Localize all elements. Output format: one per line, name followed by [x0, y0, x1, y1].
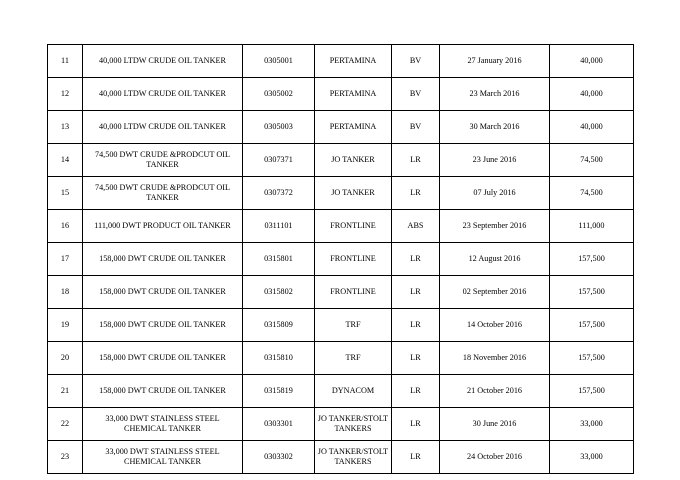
cell-dwt: 40,000 — [550, 45, 634, 78]
vessel-table-container — [47, 44, 633, 474]
cell-dwt: 157,500 — [550, 276, 634, 309]
table-row — [48, 243, 634, 276]
cell-no: 21 — [48, 375, 83, 408]
cell-no: 11 — [48, 45, 83, 78]
cell-hull-no: 0305001 — [243, 45, 315, 78]
cell-owner: TRF — [315, 309, 392, 342]
cell-delivery-date: 07 July 2016 — [440, 177, 550, 210]
cell-class: BV — [392, 45, 440, 78]
cell-hull-no: 0315810 — [243, 342, 315, 375]
cell-description: 158,000 DWT CRUDE OIL TANKER — [83, 276, 243, 309]
cell-dwt: 111,000 — [550, 210, 634, 243]
cell-no: 12 — [48, 78, 83, 111]
cell-owner: JO TANKER/STOLT TANKERS — [315, 408, 392, 441]
cell-no: 14 — [48, 144, 83, 177]
cell-no: 16 — [48, 210, 83, 243]
cell-hull-no: 0303301 — [243, 408, 315, 441]
vessel-table — [47, 44, 634, 474]
cell-delivery-date: 27 January 2016 — [440, 45, 550, 78]
cell-description: 40,000 LTDW CRUDE OIL TANKER — [83, 111, 243, 144]
cell-owner: FRONTLINE — [315, 243, 392, 276]
table-row — [48, 441, 634, 474]
cell-no: 23 — [48, 441, 83, 474]
cell-description: 74,500 DWT CRUDE &PRODCUT OIL TANKER — [83, 144, 243, 177]
cell-delivery-date: 23 March 2016 — [440, 78, 550, 111]
cell-delivery-date: 14 October 2016 — [440, 309, 550, 342]
table-row — [48, 375, 634, 408]
cell-hull-no: 0315801 — [243, 243, 315, 276]
cell-owner: JO TANKER — [315, 177, 392, 210]
table-row — [48, 342, 634, 375]
cell-owner: FRONTLINE — [315, 210, 392, 243]
cell-owner: PERTAMINA — [315, 45, 392, 78]
cell-description: 74,500 DWT CRUDE &PRODCUT OIL TANKER — [83, 177, 243, 210]
cell-hull-no: 0315819 — [243, 375, 315, 408]
cell-delivery-date: 24 October 2016 — [440, 441, 550, 474]
cell-hull-no: 0305003 — [243, 111, 315, 144]
cell-dwt: 157,500 — [550, 309, 634, 342]
cell-delivery-date: 02 September 2016 — [440, 276, 550, 309]
table-row — [48, 276, 634, 309]
cell-hull-no: 0315809 — [243, 309, 315, 342]
cell-delivery-date: 23 September 2016 — [440, 210, 550, 243]
cell-delivery-date: 30 March 2016 — [440, 111, 550, 144]
cell-no: 13 — [48, 111, 83, 144]
table-row — [48, 309, 634, 342]
cell-owner: FRONTLINE — [315, 276, 392, 309]
cell-hull-no: 0305002 — [243, 78, 315, 111]
cell-class: LR — [392, 441, 440, 474]
table-row — [48, 210, 634, 243]
cell-description: 158,000 DWT CRUDE OIL TANKER — [83, 243, 243, 276]
cell-owner: TRF — [315, 342, 392, 375]
cell-no: 17 — [48, 243, 83, 276]
cell-description: 158,000 DWT CRUDE OIL TANKER — [83, 375, 243, 408]
cell-no: 19 — [48, 309, 83, 342]
cell-hull-no: 0303302 — [243, 441, 315, 474]
table-row — [48, 177, 634, 210]
cell-class: LR — [392, 408, 440, 441]
cell-class: ABS — [392, 210, 440, 243]
cell-hull-no: 0315802 — [243, 276, 315, 309]
cell-owner: DYNACOM — [315, 375, 392, 408]
table-row — [48, 45, 634, 78]
cell-dwt: 40,000 — [550, 111, 634, 144]
cell-description: 33,000 DWT STAINLESS STEEL CHEMICAL TANKER — [83, 441, 243, 474]
cell-delivery-date: 30 June 2016 — [440, 408, 550, 441]
cell-hull-no: 0311101 — [243, 210, 315, 243]
cell-description: 40,000 LTDW CRUDE OIL TANKER — [83, 78, 243, 111]
cell-class: LR — [392, 144, 440, 177]
cell-class: BV — [392, 111, 440, 144]
cell-dwt: 157,500 — [550, 243, 634, 276]
cell-dwt: 157,500 — [550, 375, 634, 408]
cell-class: BV — [392, 78, 440, 111]
cell-no: 18 — [48, 276, 83, 309]
cell-dwt: 74,500 — [550, 144, 634, 177]
cell-dwt: 74,500 — [550, 177, 634, 210]
cell-dwt: 33,000 — [550, 441, 634, 474]
cell-no: 22 — [48, 408, 83, 441]
cell-description: 111,000 DWT PRODUCT OIL TANKER — [83, 210, 243, 243]
table-row — [48, 78, 634, 111]
cell-class: LR — [392, 309, 440, 342]
table-row — [48, 144, 634, 177]
cell-class: LR — [392, 243, 440, 276]
vessel-table-body — [48, 45, 634, 474]
cell-class: LR — [392, 375, 440, 408]
cell-delivery-date: 18 November 2016 — [440, 342, 550, 375]
cell-delivery-date: 23 June 2016 — [440, 144, 550, 177]
cell-dwt: 40,000 — [550, 78, 634, 111]
cell-dwt: 157,500 — [550, 342, 634, 375]
table-row — [48, 408, 634, 441]
cell-description: 158,000 DWT CRUDE OIL TANKER — [83, 342, 243, 375]
cell-description: 33,000 DWT STAINLESS STEEL CHEMICAL TANKER — [83, 408, 243, 441]
cell-owner: JO TANKER — [315, 144, 392, 177]
cell-hull-no: 0307371 — [243, 144, 315, 177]
cell-class: LR — [392, 177, 440, 210]
cell-owner: PERTAMINA — [315, 78, 392, 111]
cell-delivery-date: 21 October 2016 — [440, 375, 550, 408]
cell-owner: PERTAMINA — [315, 111, 392, 144]
cell-hull-no: 0307372 — [243, 177, 315, 210]
cell-description: 40,000 LTDW CRUDE OIL TANKER — [83, 45, 243, 78]
cell-no: 20 — [48, 342, 83, 375]
table-row — [48, 111, 634, 144]
cell-dwt: 33,000 — [550, 408, 634, 441]
cell-no: 15 — [48, 177, 83, 210]
cell-owner: JO TANKER/STOLT TANKERS — [315, 441, 392, 474]
cell-delivery-date: 12 August 2016 — [440, 243, 550, 276]
cell-class: LR — [392, 276, 440, 309]
cell-description: 158,000 DWT CRUDE OIL TANKER — [83, 309, 243, 342]
cell-class: LR — [392, 342, 440, 375]
